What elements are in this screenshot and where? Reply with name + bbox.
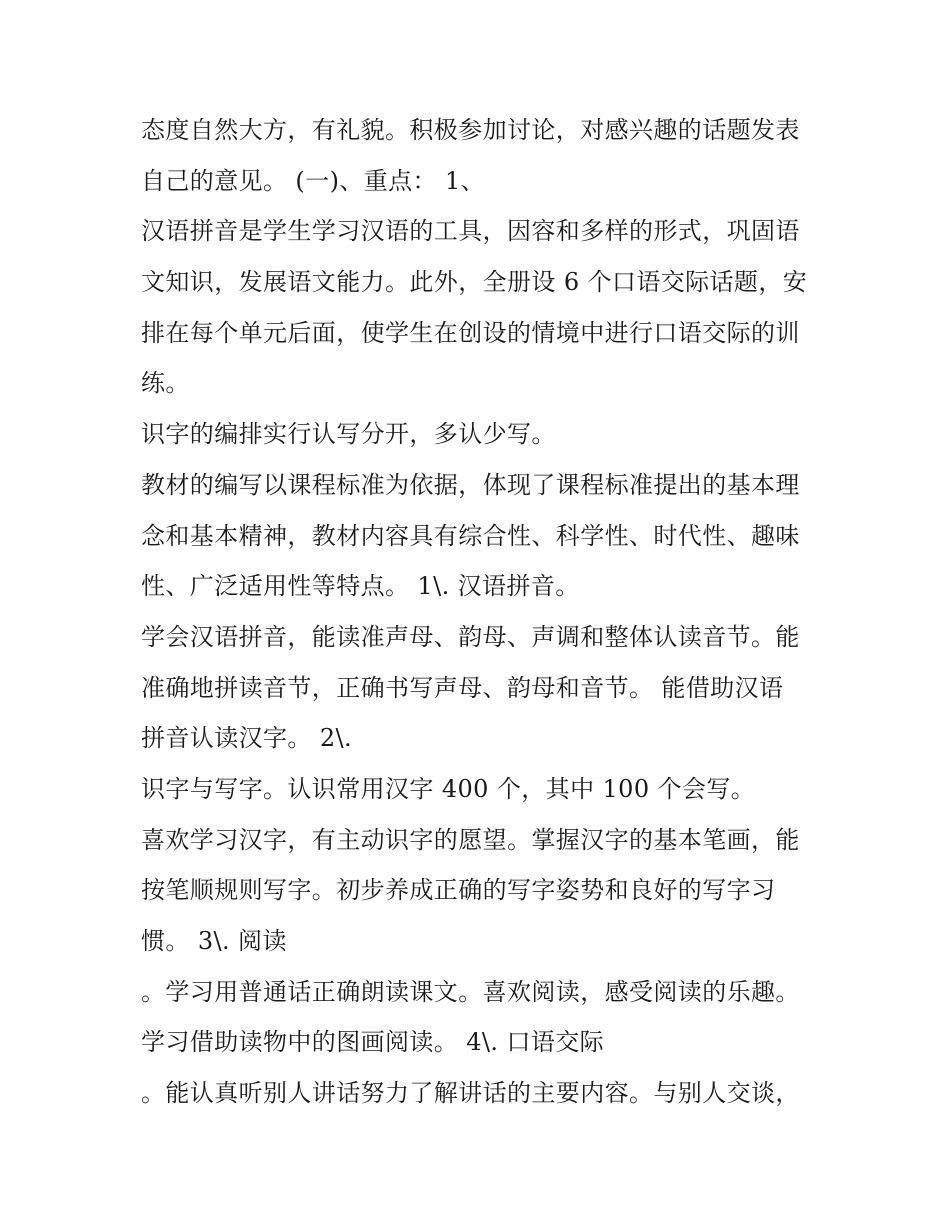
text-line: 文知识，发展语文能力。此外，全册设 6 个口语交际话题，安 <box>141 268 808 297</box>
text-line: 准确地拼读音节，正确书写声母、韵母和音节。 能借助汉语 <box>141 673 784 702</box>
text-line: 拼音认读汉字。 2\. <box>141 724 353 753</box>
text-line: 。能认真听别人讲话努力了解讲话的主要内容。与别人交谈， <box>141 1079 800 1108</box>
text-line: 汉语拼音是学生学习汉语的工具，因容和多样的形式，巩固语 <box>141 217 800 246</box>
text-line: 性、广泛适用性等特点。 1\. 汉语拼音。 <box>141 572 580 601</box>
text-line: 。学习用普通话正确朗读课文。喜欢阅读，感受阅读的乐趣。 <box>141 977 800 1006</box>
text-line: 念和基本精神，教材内容具有综合性、科学性、时代性、趣味 <box>141 521 800 550</box>
text-line: 态度自然大方，有礼貌。积极参加讨论，对感兴趣的话题发表 <box>141 116 800 144</box>
document-body <box>141 105 821 1119</box>
text-line: 惯。 3\. 阅读 <box>141 927 287 955</box>
text-line: 学习借助读物中的图画阅读。 4\. 口语交际 <box>141 1028 605 1057</box>
text-line: 识字与写字。认识常用汉字 400 个，其中 100 个会写。 <box>141 774 756 803</box>
text-line: 识字的编排实行认写分开，多认少写。 <box>141 420 556 449</box>
text-line: 喜欢学习汉字，有主动识字的愿望。掌握汉字的基本笔画，能 <box>141 825 800 854</box>
text-line: 按笔顺规则写字。初步养成正确的写字姿势和良好的写字习 <box>141 876 776 905</box>
text-line: 学会汉语拼音，能读准声母、韵母、声调和整体认读音节。能 <box>141 622 800 651</box>
text-line: 练。 <box>141 369 190 398</box>
text-line: 自己的意见。 (一)、重点： 1、 <box>141 166 486 195</box>
text-line: 教材的编写以课程标准为依据，体现了课程标准提出的基本理 <box>141 470 800 499</box>
text-line: 排在每个单元后面，使学生在创设的情境中进行口语交际的训 <box>141 318 800 347</box>
